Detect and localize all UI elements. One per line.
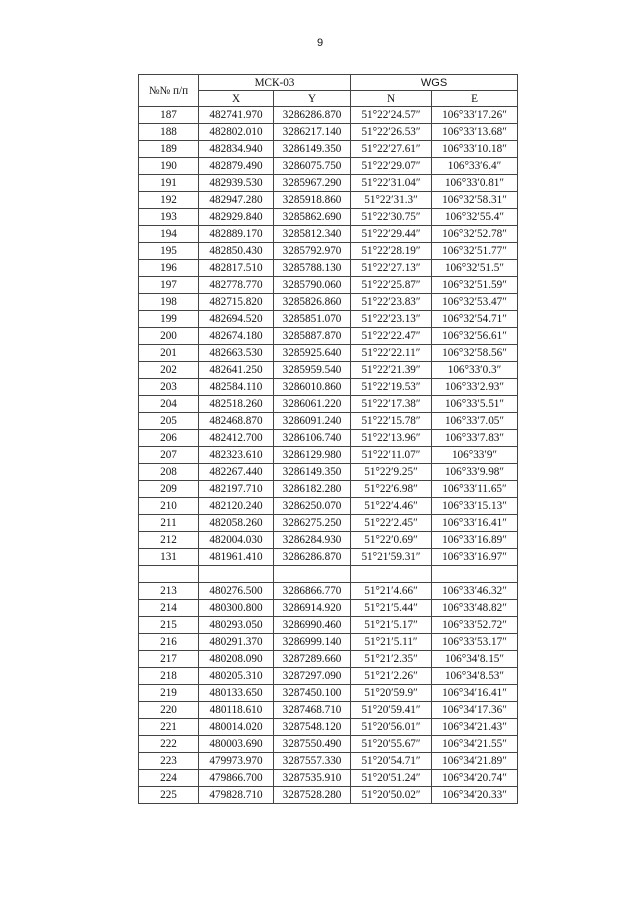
n-cell: 51°22′9.25″: [351, 464, 432, 481]
x-cell: 480205.310: [199, 668, 274, 685]
y-cell: 3285792.970: [274, 243, 351, 260]
x-cell: 482778.770: [199, 277, 274, 294]
e-cell: 106°33′16.97″: [432, 549, 518, 566]
n-cell: 51°22′30.75″: [351, 209, 432, 226]
table-row: [139, 600, 518, 617]
point-number-cell: [139, 566, 199, 583]
x-cell: 480003.690: [199, 736, 274, 753]
point-number-cell: 206: [139, 430, 199, 447]
x-cell: 482674.180: [199, 328, 274, 345]
point-number-cell: 223: [139, 753, 199, 770]
y-cell: 3285925.640: [274, 345, 351, 362]
n-cell: 51°20′54.71″: [351, 753, 432, 770]
x-cell: 482518.260: [199, 396, 274, 413]
point-number-cell: 189: [139, 141, 199, 158]
x-cell: 482197.710: [199, 481, 274, 498]
table-row: [139, 447, 518, 464]
x-cell: 482663.530: [199, 345, 274, 362]
y-cell: 3286129.980: [274, 447, 351, 464]
n-cell: 51°22′0.69″: [351, 532, 432, 549]
e-cell: 106°32′51.5″: [432, 260, 518, 277]
table-row: [139, 651, 518, 668]
page-number: 9: [316, 37, 324, 49]
x-cell: 482741.970: [199, 107, 274, 124]
x-cell: 480133.650: [199, 685, 274, 702]
y-cell: 3285862.690: [274, 209, 351, 226]
x-cell: 479973.970: [199, 753, 274, 770]
y-cell: [274, 566, 351, 583]
table-row: [139, 583, 518, 600]
y-cell: 3287550.490: [274, 736, 351, 753]
y-cell: 3286061.220: [274, 396, 351, 413]
e-cell: 106°34′21.55″: [432, 736, 518, 753]
n-cell: 51°21′5.44″: [351, 600, 432, 617]
point-number-cell: 197: [139, 277, 199, 294]
x-cell: 480291.370: [199, 634, 274, 651]
n-cell: 51°22′27.13″: [351, 260, 432, 277]
point-number-cell: 199: [139, 311, 199, 328]
e-cell: 106°34′16.41″: [432, 685, 518, 702]
table-row: [139, 515, 518, 532]
y-cell: 3286284.930: [274, 532, 351, 549]
table-row: [139, 362, 518, 379]
y-cell: 3285826.860: [274, 294, 351, 311]
y-cell: 3287450.100: [274, 685, 351, 702]
msk-header: МСК-03: [199, 75, 351, 91]
table-row: [139, 413, 518, 430]
point-number-cell: 190: [139, 158, 199, 175]
n-cell: 51°22′24.57″: [351, 107, 432, 124]
x-cell: 479866.700: [199, 770, 274, 787]
table-row: [139, 787, 518, 804]
point-number-cell: 200: [139, 328, 199, 345]
table-row: [139, 379, 518, 396]
point-number-cell: 194: [139, 226, 199, 243]
point-number-cell: 207: [139, 447, 199, 464]
table-row: [139, 260, 518, 277]
x-cell: 482412.700: [199, 430, 274, 447]
table-row: [139, 685, 518, 702]
e-cell: [432, 566, 518, 583]
n-cell: 51°21′2.35″: [351, 651, 432, 668]
table-row: [139, 141, 518, 158]
point-number-cell: 210: [139, 498, 199, 515]
x-cell: 480118.610: [199, 702, 274, 719]
e-cell: 106°33′15.13″: [432, 498, 518, 515]
e-cell: 106°33′52.72″: [432, 617, 518, 634]
table-body: [139, 107, 518, 804]
e-cell: 106°34′21.43″: [432, 719, 518, 736]
y-cell: 3286286.870: [274, 549, 351, 566]
y-cell: 3286866.770: [274, 583, 351, 600]
n-cell: 51°22′2.45″: [351, 515, 432, 532]
n-cell: 51°22′22.11″: [351, 345, 432, 362]
e-cell: 106°33′11.65″: [432, 481, 518, 498]
table-row: [139, 566, 518, 583]
table-row: [139, 107, 518, 124]
e-cell: 106°34′20.74″: [432, 770, 518, 787]
table-row: [139, 532, 518, 549]
x-cell: 482889.170: [199, 226, 274, 243]
x-cell: 482802.010: [199, 124, 274, 141]
x-cell: 481961.410: [199, 549, 274, 566]
n-cell: 51°20′55.67″: [351, 736, 432, 753]
table-row: [139, 770, 518, 787]
point-number-cell: 220: [139, 702, 199, 719]
n-cell: 51°22′29.44″: [351, 226, 432, 243]
point-number-cell: 187: [139, 107, 199, 124]
y-cell: 3285959.540: [274, 362, 351, 379]
e-cell: 106°32′51.77″: [432, 243, 518, 260]
y-cell: 3286091.240: [274, 413, 351, 430]
y-cell: 3286149.350: [274, 464, 351, 481]
table-row: [139, 226, 518, 243]
point-number-cell: 204: [139, 396, 199, 413]
point-number-cell: 201: [139, 345, 199, 362]
table-row: [139, 753, 518, 770]
n-cell: 51°22′11.07″: [351, 447, 432, 464]
point-number-cell: 216: [139, 634, 199, 651]
x-cell: 480276.500: [199, 583, 274, 600]
y-cell: 3286010.860: [274, 379, 351, 396]
point-number-cell: 208: [139, 464, 199, 481]
point-number-cell: 202: [139, 362, 199, 379]
e-cell: 106°33′6.4″: [432, 158, 518, 175]
y-cell: 3285918.860: [274, 192, 351, 209]
y-cell: 3285967.290: [274, 175, 351, 192]
n-cell: 51°20′59.41″: [351, 702, 432, 719]
e-cell: 106°33′17.26″: [432, 107, 518, 124]
e-cell: 106°34′17.36″: [432, 702, 518, 719]
n-cell: 51°22′17.38″: [351, 396, 432, 413]
point-number-cell: 212: [139, 532, 199, 549]
e-cell: 106°34′8.15″: [432, 651, 518, 668]
n-cell: 51°22′23.83″: [351, 294, 432, 311]
e-cell: 106°33′13.68″: [432, 124, 518, 141]
table-row: [139, 328, 518, 345]
point-number-cell: 222: [139, 736, 199, 753]
x-cell: 482817.510: [199, 260, 274, 277]
e-cell: 106°33′16.89″: [432, 532, 518, 549]
point-number-cell: 219: [139, 685, 199, 702]
x-cell: 482879.490: [199, 158, 274, 175]
e-cell: 106°32′56.61″: [432, 328, 518, 345]
e-cell: 106°34′8.53″: [432, 668, 518, 685]
point-number-cell: 217: [139, 651, 199, 668]
n-cell: 51°22′28.19″: [351, 243, 432, 260]
point-number-cell: 198: [139, 294, 199, 311]
x-cell: 482267.440: [199, 464, 274, 481]
e-cell: 106°33′48.82″: [432, 600, 518, 617]
x-cell: 482468.870: [199, 413, 274, 430]
y-cell: 3287535.910: [274, 770, 351, 787]
y-cell: 3286106.740: [274, 430, 351, 447]
point-number-cell: 193: [139, 209, 199, 226]
x-cell: [199, 566, 274, 583]
y-cell: 3285851.070: [274, 311, 351, 328]
n-header: N: [351, 91, 432, 107]
point-number-cell: 215: [139, 617, 199, 634]
e-cell: 106°32′53.47″: [432, 294, 518, 311]
x-cell: 482058.260: [199, 515, 274, 532]
n-cell: 51°22′29.07″: [351, 158, 432, 175]
table-row: [139, 243, 518, 260]
e-header: E: [432, 91, 518, 107]
x-cell: 479828.710: [199, 787, 274, 804]
point-number-header: №№ п/п: [139, 75, 199, 107]
e-cell: 106°32′51.59″: [432, 277, 518, 294]
y-cell: 3286999.140: [274, 634, 351, 651]
table-row: [139, 192, 518, 209]
x-header: X: [199, 91, 274, 107]
n-cell: 51°20′50.02″: [351, 787, 432, 804]
e-cell: 106°32′52.78″: [432, 226, 518, 243]
n-cell: 51°22′31.3″: [351, 192, 432, 209]
point-number-cell: 225: [139, 787, 199, 804]
n-cell: 51°22′19.53″: [351, 379, 432, 396]
y-cell: 3286990.460: [274, 617, 351, 634]
point-number-cell: 211: [139, 515, 199, 532]
x-cell: 482715.820: [199, 294, 274, 311]
table-row: [139, 634, 518, 651]
table-row: [139, 294, 518, 311]
e-cell: 106°33′9″: [432, 447, 518, 464]
n-cell: 51°20′56.01″: [351, 719, 432, 736]
point-number-cell: 196: [139, 260, 199, 277]
table-row: [139, 498, 518, 515]
table-row: [139, 345, 518, 362]
table-row: [139, 668, 518, 685]
e-cell: 106°32′55.4″: [432, 209, 518, 226]
x-cell: 482929.840: [199, 209, 274, 226]
point-number-cell: 221: [139, 719, 199, 736]
e-cell: 106°32′54.71″: [432, 311, 518, 328]
x-cell: 482834.940: [199, 141, 274, 158]
e-cell: 106°33′7.05″: [432, 413, 518, 430]
n-cell: 51°21′2.26″: [351, 668, 432, 685]
n-cell: 51°22′4.46″: [351, 498, 432, 515]
n-cell: 51°20′59.9″: [351, 685, 432, 702]
n-cell: 51°21′5.17″: [351, 617, 432, 634]
y-cell: 3287468.710: [274, 702, 351, 719]
e-cell: 106°33′7.83″: [432, 430, 518, 447]
point-number-cell: 195: [139, 243, 199, 260]
e-cell: 106°33′9.98″: [432, 464, 518, 481]
table-row: [139, 719, 518, 736]
table-header: [139, 75, 518, 107]
y-cell: 3287289.660: [274, 651, 351, 668]
e-cell: 106°34′20.33″: [432, 787, 518, 804]
n-cell: 51°22′31.04″: [351, 175, 432, 192]
n-cell: 51°21′59.31″: [351, 549, 432, 566]
e-cell: 106°33′53.17″: [432, 634, 518, 651]
e-cell: 106°32′58.56″: [432, 345, 518, 362]
y-cell: 3287528.280: [274, 787, 351, 804]
n-cell: 51°22′25.87″: [351, 277, 432, 294]
x-cell: 480014.020: [199, 719, 274, 736]
y-cell: 3287557.330: [274, 753, 351, 770]
point-number-cell: 218: [139, 668, 199, 685]
n-cell: 51°22′6.98″: [351, 481, 432, 498]
y-cell: 3286217.140: [274, 124, 351, 141]
n-cell: 51°22′26.53″: [351, 124, 432, 141]
e-cell: 106°33′2.93″: [432, 379, 518, 396]
point-number-cell: 188: [139, 124, 199, 141]
e-cell: 106°34′21.89″: [432, 753, 518, 770]
table-row: [139, 311, 518, 328]
y-cell: 3285788.130: [274, 260, 351, 277]
x-cell: 480208.090: [199, 651, 274, 668]
n-cell: 51°22′22.47″: [351, 328, 432, 345]
e-cell: 106°33′16.41″: [432, 515, 518, 532]
x-cell: 482850.430: [199, 243, 274, 260]
point-number-cell: 214: [139, 600, 199, 617]
table-row: [139, 277, 518, 294]
y-cell: 3286149.350: [274, 141, 351, 158]
table-row: [139, 464, 518, 481]
table-row: [139, 430, 518, 447]
n-cell: 51°21′4.66″: [351, 583, 432, 600]
point-number-cell: 213: [139, 583, 199, 600]
y-cell: 3285790.060: [274, 277, 351, 294]
point-number-cell: 191: [139, 175, 199, 192]
x-cell: 482939.530: [199, 175, 274, 192]
y-header: Y: [274, 91, 351, 107]
x-cell: 482947.280: [199, 192, 274, 209]
x-cell: 482120.240: [199, 498, 274, 515]
n-cell: 51°22′27.61″: [351, 141, 432, 158]
table-row: [139, 175, 518, 192]
table-row: [139, 736, 518, 753]
e-cell: 106°33′5.51″: [432, 396, 518, 413]
point-number-cell: 224: [139, 770, 199, 787]
x-cell: 482584.110: [199, 379, 274, 396]
table-row: [139, 617, 518, 634]
e-cell: 106°33′0.3″: [432, 362, 518, 379]
n-cell: 51°20′51.24″: [351, 770, 432, 787]
point-number-cell: 131: [139, 549, 199, 566]
e-cell: 106°32′58.31″: [432, 192, 518, 209]
n-cell: [351, 566, 432, 583]
point-number-cell: 209: [139, 481, 199, 498]
y-cell: 3286914.920: [274, 600, 351, 617]
x-cell: 480300.800: [199, 600, 274, 617]
x-cell: 482694.520: [199, 311, 274, 328]
y-cell: 3285887.870: [274, 328, 351, 345]
y-cell: 3286286.870: [274, 107, 351, 124]
table-row: [139, 124, 518, 141]
table-row: [139, 158, 518, 175]
point-number-cell: 192: [139, 192, 199, 209]
coordinates-table: [138, 74, 518, 804]
n-cell: 51°21′5.11″: [351, 634, 432, 651]
table-row: [139, 396, 518, 413]
y-cell: 3287297.090: [274, 668, 351, 685]
y-cell: 3285812.340: [274, 226, 351, 243]
e-cell: 106°33′46.32″: [432, 583, 518, 600]
e-cell: 106°33′0.81″: [432, 175, 518, 192]
e-cell: 106°33′10.18″: [432, 141, 518, 158]
x-cell: 482641.250: [199, 362, 274, 379]
y-cell: 3286275.250: [274, 515, 351, 532]
n-cell: 51°22′15.78″: [351, 413, 432, 430]
table-row: [139, 702, 518, 719]
n-cell: 51°22′21.39″: [351, 362, 432, 379]
x-cell: 482004.030: [199, 532, 274, 549]
y-cell: 3286182.280: [274, 481, 351, 498]
n-cell: 51°22′13.96″: [351, 430, 432, 447]
n-cell: 51°22′23.13″: [351, 311, 432, 328]
y-cell: 3286250.070: [274, 498, 351, 515]
point-number-cell: 205: [139, 413, 199, 430]
wgs-header: WGS: [351, 75, 518, 91]
y-cell: 3287548.120: [274, 719, 351, 736]
x-cell: 482323.610: [199, 447, 274, 464]
x-cell: 480293.050: [199, 617, 274, 634]
table-row: [139, 549, 518, 566]
table-row: [139, 481, 518, 498]
table-row: [139, 209, 518, 226]
y-cell: 3286075.750: [274, 158, 351, 175]
point-number-cell: 203: [139, 379, 199, 396]
